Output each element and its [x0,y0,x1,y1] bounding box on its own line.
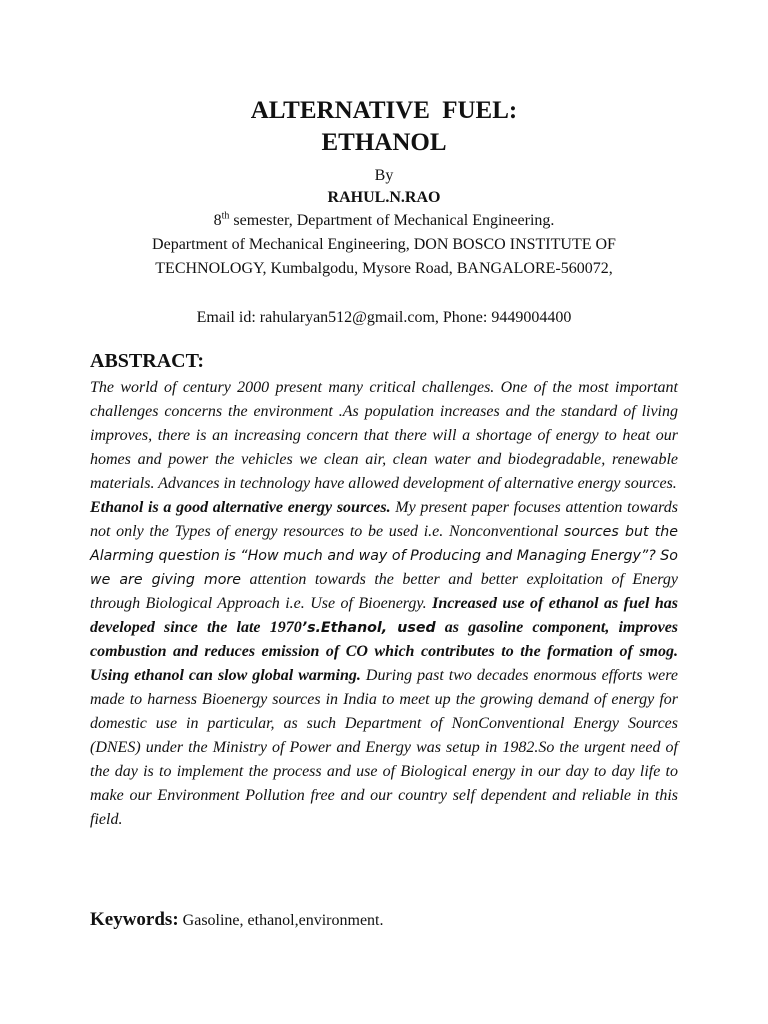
author-name: RAHUL.N.RAO [327,189,441,206]
paper-title-line-2: ETHANOL [321,129,447,156]
paper-title-line-1: ALTERNATIVE FUEL: [250,97,518,124]
abstract-body [90,376,678,832]
paper-header [0,95,768,329]
keywords-value: Gasoline, ethanol,environment. [178,912,384,929]
abstract-p2-lead: Ethanol is a good alternative energy sources. [90,499,391,516]
abstract-paragraph-2 [90,496,678,832]
keywords-line [90,908,384,933]
abstract-p2-increase: Increased use of ethanol as fuel has developed since the late 1970 [90,595,678,636]
semester-line [0,209,768,233]
abstract-p2-focus: My present paper focuses attention towards not only the Types of energy resources to be used i.e. Nonconventional [90,499,678,540]
contact-line: Email id: rahularyan512@gmail.com, Phone: 9449004400 [196,309,572,326]
abstract-section [90,348,678,832]
semester-number: 8 [213,212,222,229]
keywords-label: Keywords: [90,909,179,930]
abstract-p2-question: sources but the Alarming question is “How much and way of Producing and Managing Energy”? So we are giving more [90,524,678,588]
abstract-p2-bioenergy: attention towards the better and better exploitation of Energy through Biological Approach i.e. Use of Bioenergy. [90,571,678,612]
affiliation-line-2: TECHNOLOGY, Kumbalgodu, Mysore Road, BANGALORE-560072, [155,260,613,277]
abstract-paragraph-1: The world of century 2000 present many critical challenges. One of the most important challenges concerns the environment .As population increases and the standard of living improves, there is an increasing concern that there will a shortage of energy to heat our homes and power the vehicles we clean air, clean water and biodegradable, renewable materials. Advances in technology have allowed development of alternative energy sources. [90,379,678,492]
abstract-heading: ABSTRACT: [90,350,205,372]
abstract-p2-ethanol-used: ’s.Ethanol, used [301,620,436,636]
by-label: By [374,167,394,184]
semester-text: semester, Department of Mechanical Engineering. [229,212,555,229]
abstract-p2-gasoline: as gasoline component, improves combustion and reduces emission of CO which contributes to the formation of smog. Using ethanol can slow global warming. [90,619,679,684]
affiliation-line-1: Department of Mechanical Engineering, DON BOSCO INSTITUTE OF [152,236,616,253]
semester-superscript: th [221,210,230,222]
abstract-p2-history: During past two decades enormous efforts were made to harness Bioenergy sources in India to meet up the growing demand of energy for domestic use in particular, as such Department of NonConventional Energy Sources (DNES) under the Ministry of Power and Energy was setup in 1982.So the urgent need of the day is to implement the process and use of Biological energy in our day to day life to make our Environment Pollution free and our country self dependent and reliable in this field. [90,667,678,828]
